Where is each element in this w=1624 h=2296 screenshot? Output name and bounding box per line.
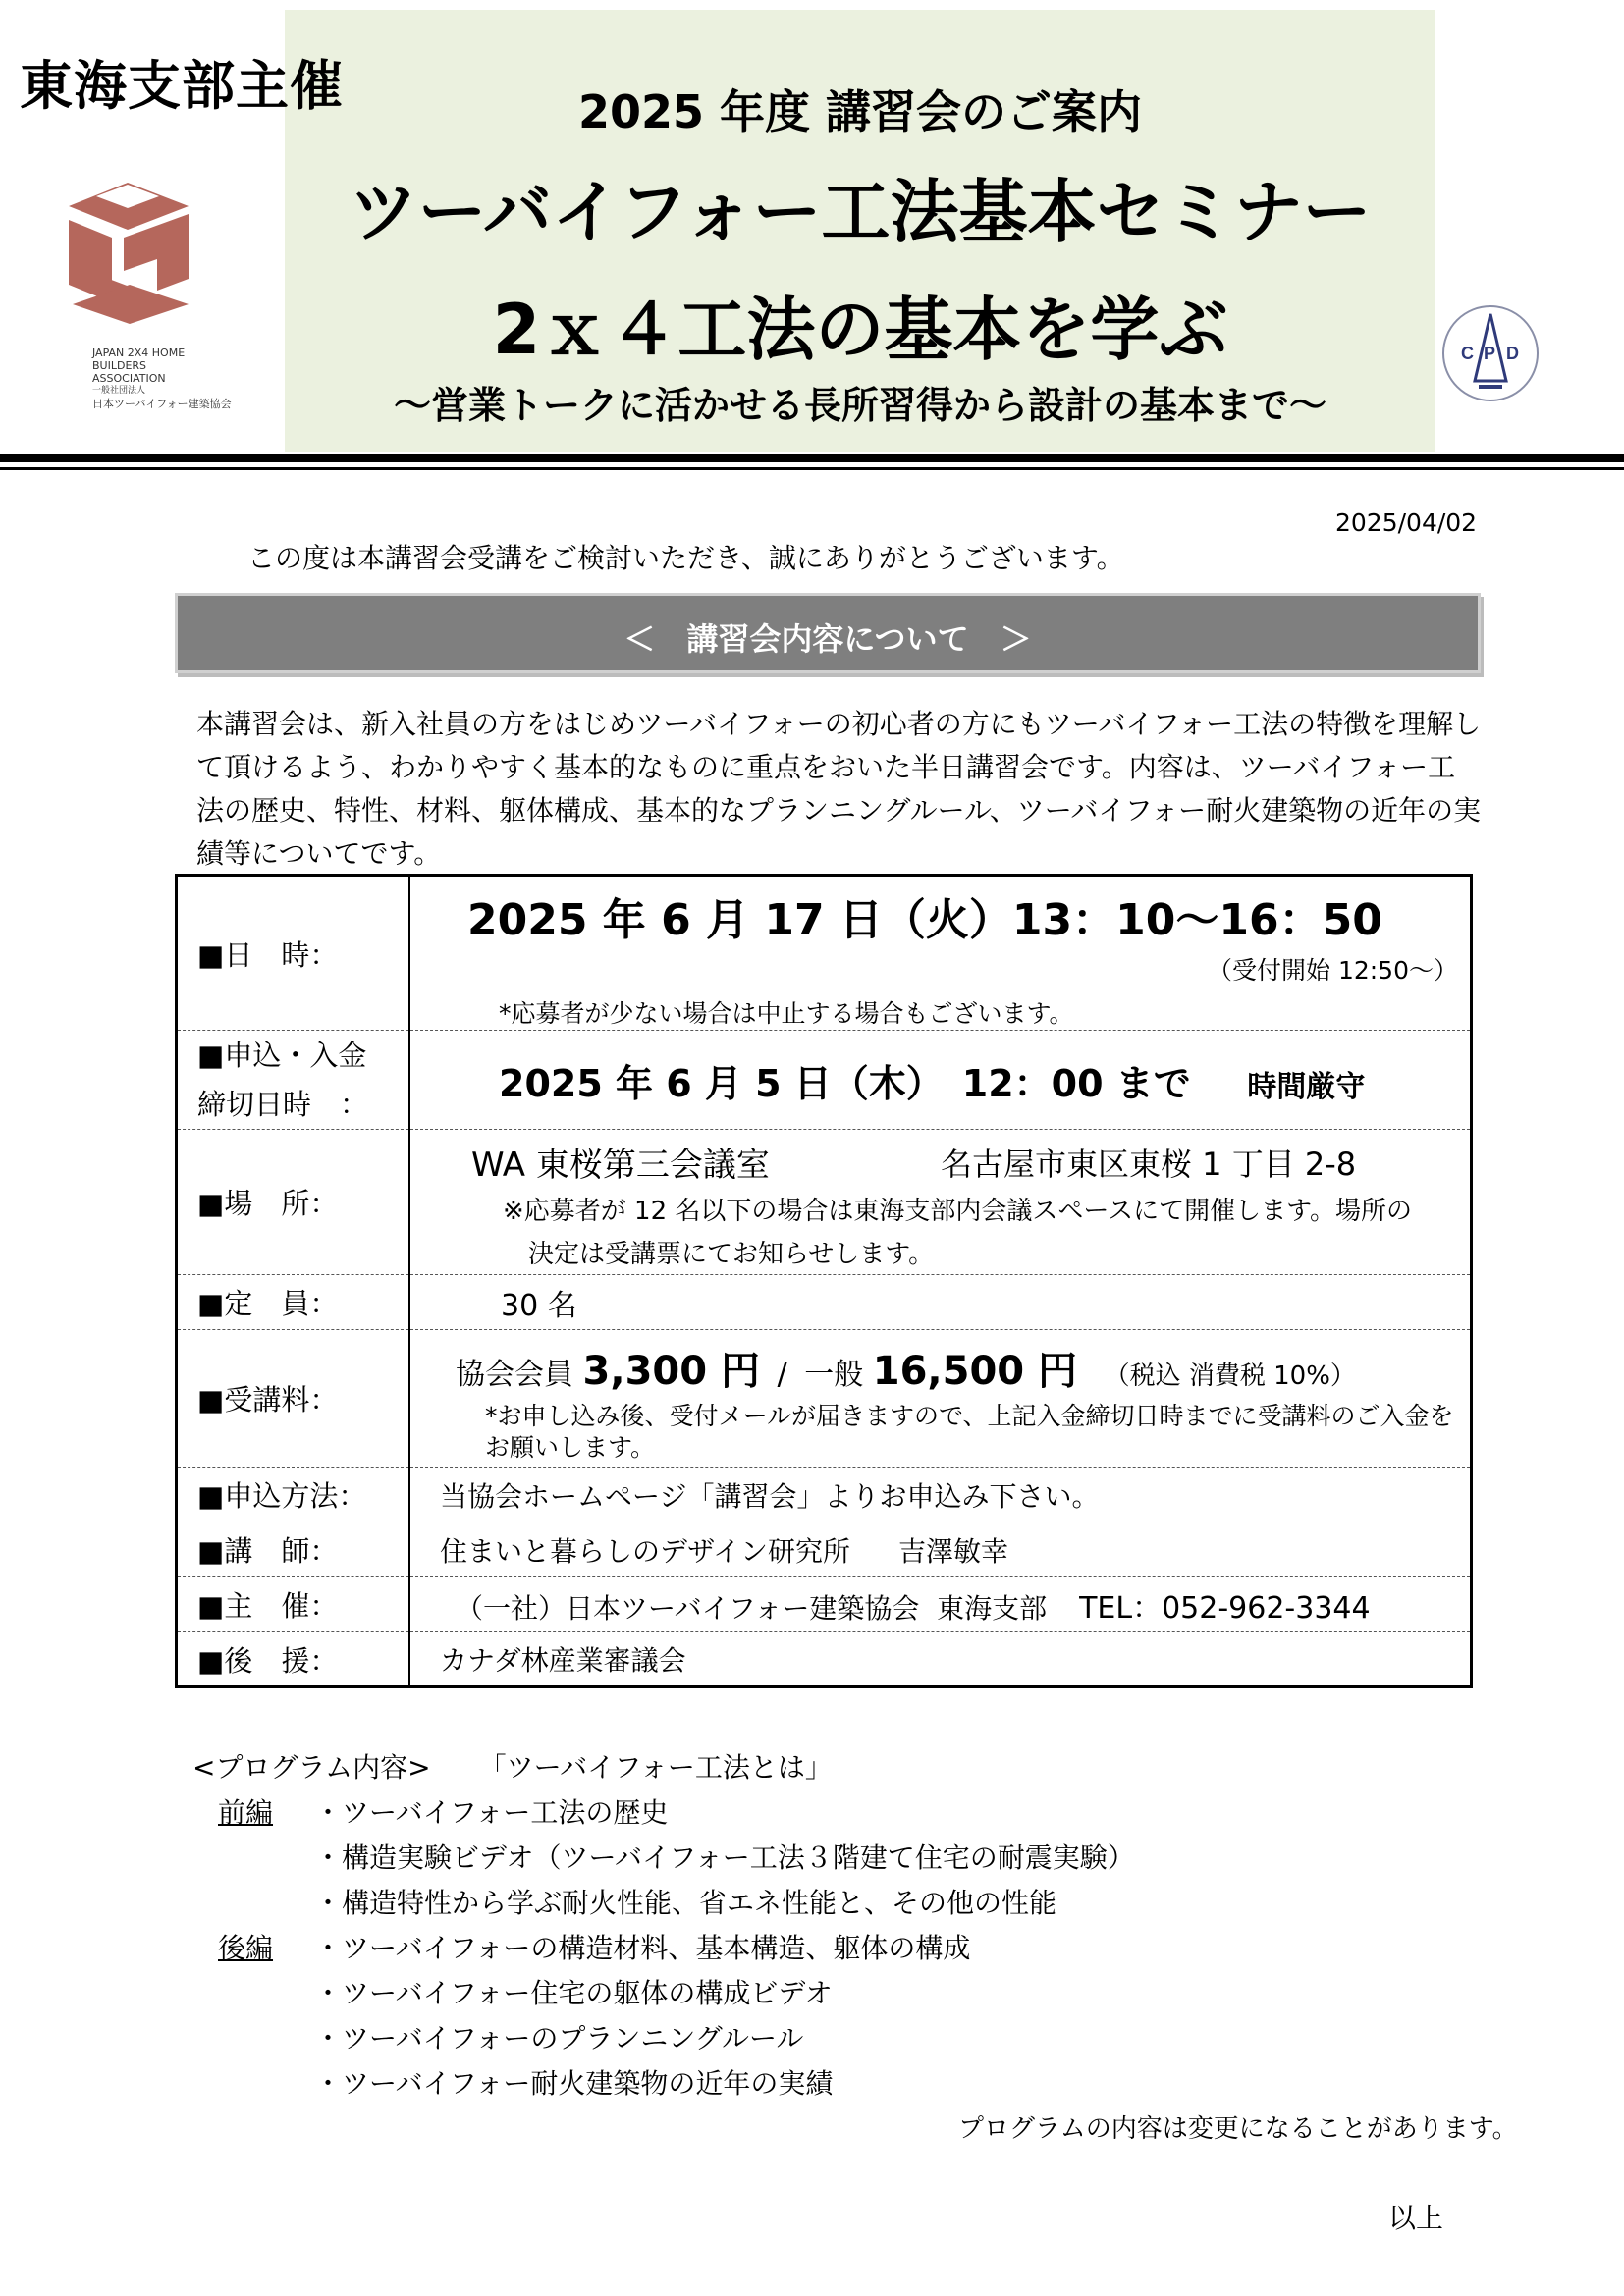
table-row-deadline [177, 1031, 1472, 1130]
table-row-lecturer [177, 1522, 1472, 1577]
fee-tax: （税込 消費税 10%） [1104, 1362, 1356, 1391]
lecturer-org: 住まいと暮らしのデザイン研究所 [440, 1534, 851, 1568]
table-row-support [177, 1632, 1472, 1687]
list-item: ・ツーバイフォーの構造材料、基本構造、躯体の構成 [314, 1932, 971, 1964]
deadline-label: ■申込・入金 締切日時 ： [177, 1031, 410, 1130]
section-title: ＜ 講習会内容について ＞ [623, 620, 1032, 658]
list-item: ・ツーバイフォーのプランニングルール [314, 2022, 804, 2055]
capacity-value: 30 名 [501, 1288, 577, 1323]
organizer-value: （一社）日本ツーバイフォー建築協会 東海支部 [456, 1591, 1048, 1625]
table-row-organizer [177, 1577, 1472, 1632]
japan-2x4-home-builders-association-logo [69, 177, 226, 343]
fee-label: ■受講料： [177, 1330, 410, 1468]
member-fee-label: 協会会員 [456, 1358, 573, 1392]
venue-note-2: 決定は受講票にてお知らせします。 [528, 1240, 935, 1269]
greeting-text: この度は本講習会受講をご検討いただき、誠にありがとうございます。 [247, 542, 1124, 574]
header-rule-thin [0, 467, 1624, 470]
support-label: ■後 援： [177, 1632, 410, 1687]
reception-time: （受付開始 12:50～） [1208, 956, 1458, 985]
fee-note: *お申し込み後、受付メールが届きますので、上記入金締切日時までに受講料のご入金をお願いします。 [485, 1402, 1454, 1462]
svg-text:D: D [1506, 344, 1519, 363]
header-rule [0, 454, 1624, 462]
seminar-title: ツーバイフォー工法基本セミナー [349, 172, 1372, 252]
organizer-tel: TEL：052-962-3344 [1079, 1590, 1371, 1626]
table-row-venue [177, 1130, 1472, 1275]
program-section [192, 1745, 1135, 2107]
general-fee-price: 16,500 円 [872, 1349, 1078, 1394]
program-heading: <プログラム内容> [192, 1751, 431, 1784]
list-item: ・構造実験ビデオ（ツーバイフォー工法３階建て住宅の耐震実験） [314, 1842, 1135, 1874]
logo-text: JAPAN 2X4 HOME BUILDERS ASSOCIATION 一般社団法人 日本ツーバイフォー建築協会 [92, 347, 232, 410]
intro-paragraph: 本講習会は、新入社員の方をはじめツーバイフォーの初心者の方にもツーバイフォー工法の特徴を理解して頂けるよう、わかりやすく基本的なものに重点をおいた半日講習会です。内容は、ツーバイフォー工法の歴史、特性、材料、躯体構成、基本的なプランニングルール、ツーバイフォー耐火建築物の近年の実績等についてです。 [196, 708, 1482, 870]
issue-date: 2025/04/02 [1335, 508, 1478, 537]
deadline-strict: 時間厳守 [1247, 1069, 1366, 1104]
capacity-label: ■定 員： [177, 1275, 410, 1330]
svg-text:C: C [1461, 344, 1474, 363]
table-row-capacity [177, 1275, 1472, 1330]
datetime-note: *応募者が少ない場合は中止する場合もございます。 [499, 999, 1074, 1028]
year-line: 2025 年度 講習会のご案内 [577, 85, 1143, 138]
list-item: ・ツーバイフォー耐火建築物の近年の実績 [314, 2067, 834, 2100]
venue-address: 名古屋市東区東桜 1 丁目 2-8 [941, 1146, 1357, 1183]
venue-name: WA 東桜第三会議室 [471, 1146, 770, 1185]
general-fee-label: 一般 [804, 1358, 864, 1392]
end-mark: 以上 [1388, 2202, 1444, 2234]
cpd-logo [1439, 302, 1542, 404]
member-fee-price: 3,300 円 [582, 1349, 760, 1394]
organizer-badge: 東海支部主催 [20, 55, 344, 117]
first-part-label: 前編 [218, 1796, 274, 1829]
program-theme: 「ツーバイフォー工法とは」 [478, 1751, 833, 1784]
venue-label: ■場 所： [177, 1130, 410, 1275]
list-item: ・ツーバイフォー工法の歴史 [314, 1796, 669, 1829]
second-part-label: 後編 [218, 1932, 274, 1964]
datetime-value: 2025 年 6 月 17 日（火）13：10～16：50 [467, 895, 1382, 945]
deadline-value: 2025 年 6 月 5 日（木） 12：00 まで [499, 1061, 1191, 1105]
program-note: プログラムの内容は変更になることがあります。 [958, 2114, 1518, 2144]
support-value: カナダ林産業審議会 [440, 1644, 686, 1677]
apply-label: ■申込方法： [177, 1468, 410, 1522]
list-item: ・構造特性から学ぶ耐火性能、省エネ性能と、その他の性能 [314, 1887, 1057, 1919]
table-row-datetime [177, 876, 1472, 1031]
table-row-apply [177, 1468, 1472, 1522]
seminar-subtitle: 2ｘ４工法の基本を学ぶ [492, 290, 1228, 370]
venue-note-1: ※応募者が 12 名以下の場合は東海支部内会議スペースにて開催します。場所の [503, 1197, 1413, 1226]
lecturer-label: ■講 師： [177, 1522, 410, 1577]
seminar-tagline: ～営業トークに活かせる長所習得から設計の基本まで～ [393, 384, 1326, 427]
organizer-label: ■主 催： [177, 1577, 410, 1632]
apply-value: 当協会ホームページ「講習会」よりお申込み下さい。 [440, 1479, 1100, 1513]
lecturer-name: 吉澤敏幸 [897, 1534, 1008, 1568]
datetime-label: ■日 時： [177, 876, 410, 1031]
table-row-fee: ■受講料： 協会会員 3,300 円 / 一般 16,500 円 （税込 消費税 10%） *お申し込み後、受付メールが届きますので、上記入金締切日時までに受講料のご入金をお願いします。 [177, 1330, 1472, 1468]
list-item: ・ツーバイフォー住宅の躯体の構成ビデオ [314, 1977, 833, 2009]
svg-text:P: P [1484, 344, 1496, 363]
seminar-info-table [175, 874, 1473, 1688]
